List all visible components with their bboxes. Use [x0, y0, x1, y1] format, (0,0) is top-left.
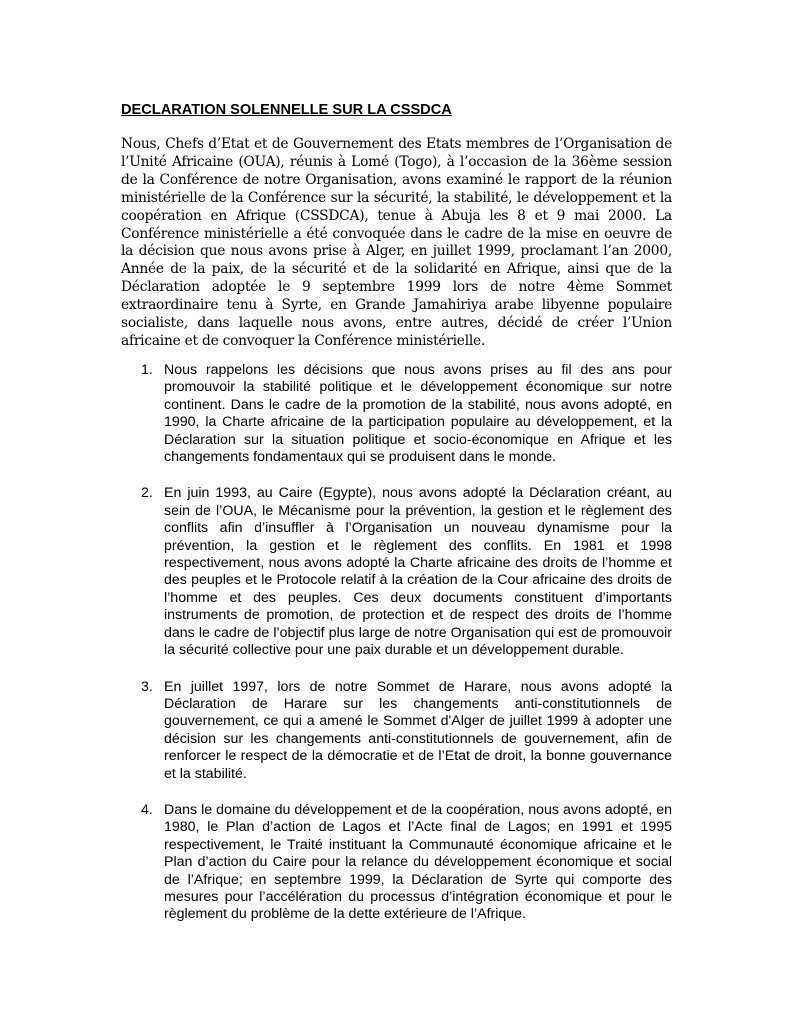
list-item — [141, 362, 672, 466]
list-item-number: 2. — [141, 485, 153, 502]
list-item-text: En juillet 1997, lors de notre Sommet de Harare, nous avons adopté la Déclaration de Harare sur les changements anti-constitutionnels de gouvernement, ce qui a amené le Sommet d'Alger de juillet 1999 à adopter une décision sur les changements anti-constitutionnels de gouvernement, afin de renforcer le respect de la démocratie et de l’Etat de droit, la bonne gouvernance et la stabilité. — [164, 678, 672, 782]
list-item-text: Nous rappelons les décisions que nous avons prises au fil des ans pour promouvoir la stabilité politique et le développement économique sur notre continent. Dans le cadre de la promotion de la stabilité, nous avons adopté, en 1990, la Charte africaine de la participation populaire au développement, et la Déclaration sur la situation politique et socio-économique en Afrique et les changements fondamentaux qui se produisent dans le monde. — [164, 362, 672, 466]
list-item — [141, 485, 672, 659]
list-item-number: 1. — [141, 362, 153, 378]
numbered-list — [141, 362, 672, 943]
intro-paragraph: Nous, Chefs d’Etat et de Gouvernement des Etats membres de l’Organisation de l’Unité Africaine (OUA), réunis à Lomé (Togo), à l’occasion de la 36ème session de la Conférence de notre Organisation, avons examiné le rapport de la réunion ministérielle de la Conférence sur la sécurité, la stabilité, le développement et la coopération en Afrique (CSSDCA), tenue à Abuja les 8 et 9 mai 2000. La Conférence ministérielle a été convoquée dans le cadre de la mise en oeuvre de la décision que nous avons prise à Alger, en juillet 1999, proclamant l’an 2000, Année de la paix, de la sécurité et de la solidarité en Afrique, ainsi que de la Déclaration adoptée le 9 septembre 1999 lors de notre 4ème Sommet extraordinaire tenu à Syrte, en Grande Jamahiriya arabe libyenne populaire socialiste, dans laquelle nous avons, entre autres, décidé de créer l’Union africaine et de convoquer la Conférence ministérielle. — [121, 136, 672, 349]
list-item — [141, 679, 672, 783]
document-title: DECLARATION SOLENNELLE SUR LA CSSDCA — [121, 102, 452, 118]
list-item-text: Dans le domaine du développement et de la coopération, nous avons adopté, en 1980, le Plan d’action de Lagos et l’Acte final de Lagos; en 1991 et 1995 respectivement, le Traité instituant la Communauté économique africaine et le Plan d’action du Caire pour la relance du développement économique et social de l’Afrique; en septembre 1999, la Déclaration de Syrte qui comporte des mesures pour l’accélération du processus d’intégration économique et pour le règlement du problème de la dette extérieure de l’Afrique. — [164, 801, 672, 923]
list-item — [141, 802, 672, 924]
list-item-number: 3. — [141, 678, 153, 695]
list-item-text: En juin 1993, au Caire (Egypte), nous avons adopté la Déclaration créant, au sein de l’OUA, le Mécanisme pour la prévention, la gestion et le règlement des conflits afin d’insuffler à l’Organisation un nouveau dynamisme pour la prévention, la gestion et le règlement des conflits. En 1981 et 1998 respectivement, nous avons adopté la Charte africaine des droits de l’homme et des peuples et le Protocole relatif à la création de la Cour africaine des droits de l’homme et des peuples. Ces deux documents constituent d’importants instruments de promotion, de protection et de respect des droits de l’homme dans le cadre de l’objectif plus large de notre Organisation qui est de promouvoir la sécurité collective pour une paix durable et un développement durable. — [164, 485, 672, 659]
list-item-number: 4. — [141, 801, 153, 818]
